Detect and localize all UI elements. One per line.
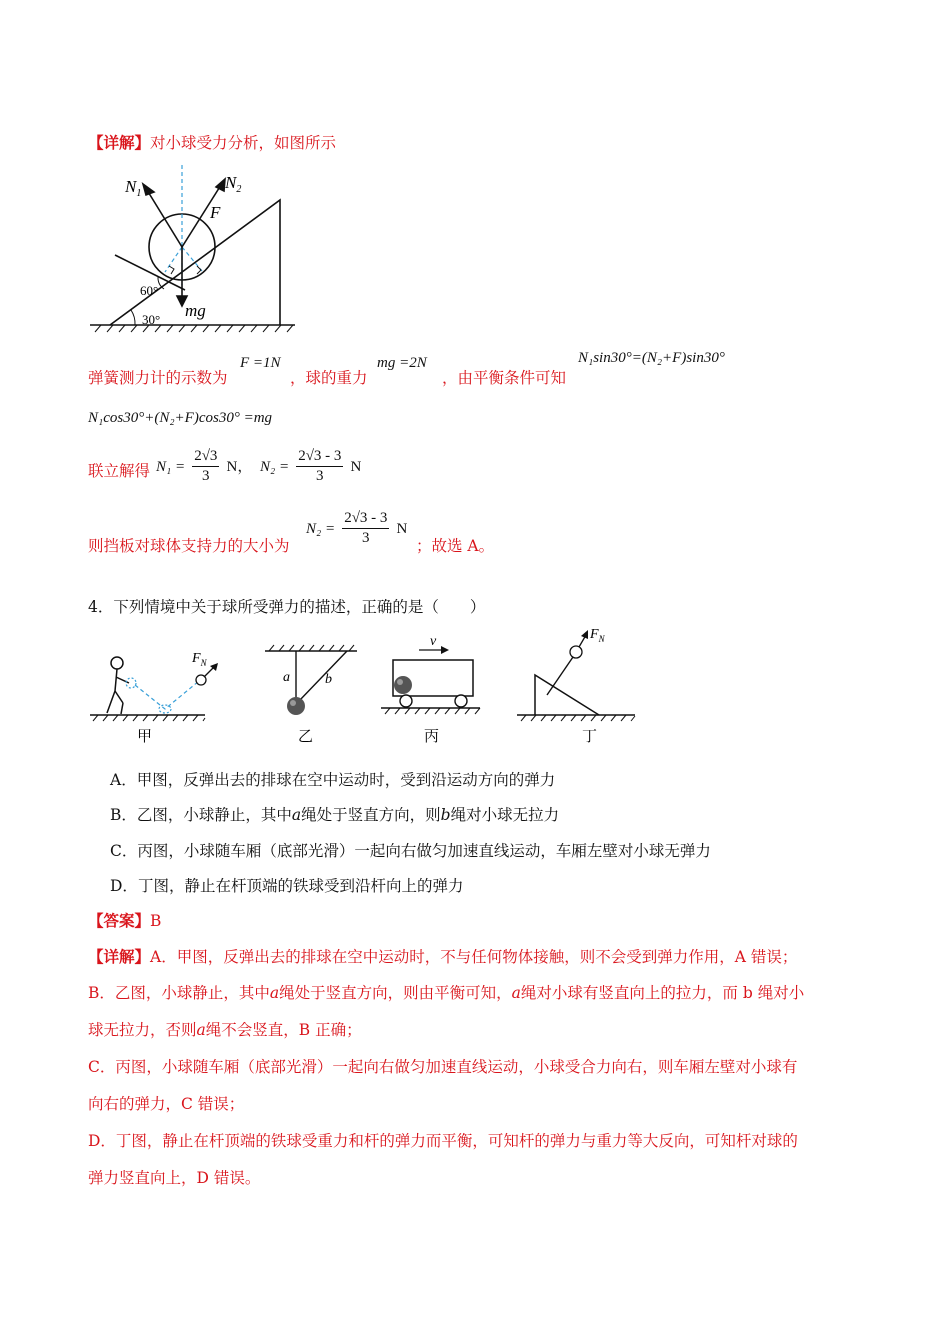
n1-result — [156, 448, 252, 485]
figure-bing — [381, 634, 480, 745]
final-pre: 则挡板对球体支持力的大小为 — [88, 537, 290, 555]
figure-jia — [90, 651, 218, 745]
q4-stem: 4．下列情境中关于球所受弹力的描述，正确的是（ ） — [88, 598, 486, 616]
n1-numerator: 2√3 — [192, 448, 219, 467]
incline-ball-figure — [85, 160, 305, 335]
svg-text:FN: $F_N$ — [590, 627, 605, 644]
svg-text:v: v — [430, 634, 437, 649]
final-unit: N — [396, 521, 408, 537]
n1-denominator: 3 — [202, 468, 210, 484]
answer-value: B — [150, 912, 162, 930]
option-a-letter: A． — [110, 771, 137, 789]
detail-b-line2 — [88, 1018, 362, 1040]
eq-mg: mg =2N — [377, 355, 427, 371]
option-b-letter: B． — [110, 806, 137, 824]
svg-text:a: a — [283, 670, 290, 685]
detail-b1-a2: a — [511, 984, 521, 1002]
f-label: F — [210, 203, 221, 222]
detail-b1-mid: 绳处于竖直方向，则由平衡可知， — [279, 984, 512, 1002]
spring-pre: 弹簧测力计的示数为 — [88, 369, 228, 387]
n2-label: $N_2$ — [225, 173, 242, 195]
svg-text:丁: 丁 — [582, 729, 598, 745]
svg-text:FN: $F_N$ — [192, 651, 207, 668]
n2-numerator: 2√3 - 3 — [296, 448, 343, 467]
n1-label: $N_1$ — [125, 177, 142, 199]
svg-text:乙: 乙 — [298, 729, 314, 745]
detail-b1-pre: B．乙图，小球静止，其中 — [88, 984, 270, 1002]
final-numerator: 2√3 - 3 — [342, 510, 389, 529]
final-fraction — [342, 510, 389, 547]
n2-denominator: 3 — [316, 468, 324, 484]
q4-figures — [85, 625, 645, 750]
detail-a-text: A．甲图，反弹出去的排球在空中运动时，不与任何物体接触，则不会受到弹力作用，A 错误； — [150, 948, 798, 966]
n2-fraction — [296, 448, 343, 485]
figure-yi — [265, 645, 357, 745]
option-d-text: 丁图，静止在杆顶端的铁球受到沿杆向上的弹力 — [137, 877, 464, 895]
svg-text:甲: 甲 — [137, 729, 153, 745]
spring-mid: ，球的重力 — [290, 369, 368, 387]
detail-c-line1: C．丙图，小球随车厢（底部光滑）一起向右做匀加速直线运动，小球受合力向右，则车厢左壁对小球有 — [88, 1058, 798, 1076]
option-c — [110, 839, 711, 861]
svg-text:丙: 丙 — [424, 729, 440, 745]
solve-pre: 联立解得 — [88, 462, 151, 480]
n2-unit: N — [350, 459, 362, 475]
answer-line — [88, 909, 161, 931]
detail-b1-a: a — [269, 984, 280, 1002]
n1-fraction — [192, 448, 219, 485]
option-b-mid: 绳处于竖直方向，则 — [301, 806, 441, 824]
detail-a — [88, 945, 797, 967]
n2-result-label: N₂ = — [260, 459, 290, 475]
option-c-text: 丙图，小球随车厢（底部光滑）一起向右做匀加速直线运动，车厢左壁对小球无弹力 — [137, 842, 711, 860]
detail-intro: 对小球受力分析，如图所示 — [150, 134, 337, 152]
detail-d-line2: 弹力竖直向上，D 错误。 — [88, 1169, 261, 1187]
option-a-text: 甲图，反弹出去的排球在空中运动时，受到沿运动方向的弹力 — [136, 771, 556, 789]
final-label: N₂ = — [306, 521, 336, 537]
svg-text:b: b — [325, 672, 332, 687]
eq-balance2: N₁cos30°+(N₂+F)cos30° =mg — [88, 410, 273, 426]
final-denominator: 3 — [362, 530, 370, 546]
option-b-b: b — [440, 806, 451, 824]
detail-b2-pre: 球无拉力，否则 — [88, 1021, 197, 1039]
angle30-label: 30° — [142, 312, 161, 327]
option-b-post: 绳对小球无拉力 — [450, 806, 560, 824]
option-a — [110, 768, 555, 790]
option-b-pre: 乙图，小球静止，其中 — [136, 806, 292, 824]
final-result — [306, 510, 407, 547]
angle60-label: 60° — [140, 283, 159, 298]
final-post: ；故选 A。 — [416, 537, 495, 555]
n1-result-label: N₁ = — [156, 459, 186, 475]
detail-b1-post: 绳对小球有竖直向上的拉力，而 b 绳对小 — [520, 984, 805, 1002]
spring-line — [88, 366, 228, 388]
detail-d-line1: D．丁图，静止在杆顶端的铁球受重力和杆的弹力而平衡，可知杆的弹力与重力等大反向，可知杆对球的 — [88, 1132, 798, 1150]
option-b — [110, 803, 559, 825]
detail-heading — [88, 131, 336, 153]
option-d-letter: D． — [110, 877, 138, 895]
eq-balance1: N₁sin30°=(N₂+F)sin30° — [578, 350, 725, 366]
n1-unit: N， — [226, 459, 253, 475]
detail-b2-post: 绳不会竖直，B 正确； — [205, 1021, 362, 1039]
mg-label: mg — [185, 301, 206, 320]
detail-tag: 【详解】 — [88, 133, 151, 152]
detail-tag-2: 【详解】 — [88, 947, 151, 966]
n2-result — [260, 448, 361, 485]
figure-ding — [517, 627, 635, 745]
option-b-a: a — [291, 806, 302, 824]
eq-f: F =1N — [240, 355, 281, 371]
option-d — [110, 874, 463, 896]
answer-tag: 【答案】 — [88, 911, 151, 930]
detail-c-line2: 向右的弹力，C 错误； — [88, 1095, 245, 1113]
detail-b2-a: a — [196, 1021, 206, 1039]
spring-post: ，由平衡条件可知 — [442, 369, 567, 387]
detail-b-line1 — [88, 981, 804, 1003]
option-c-letter: C． — [110, 842, 138, 860]
